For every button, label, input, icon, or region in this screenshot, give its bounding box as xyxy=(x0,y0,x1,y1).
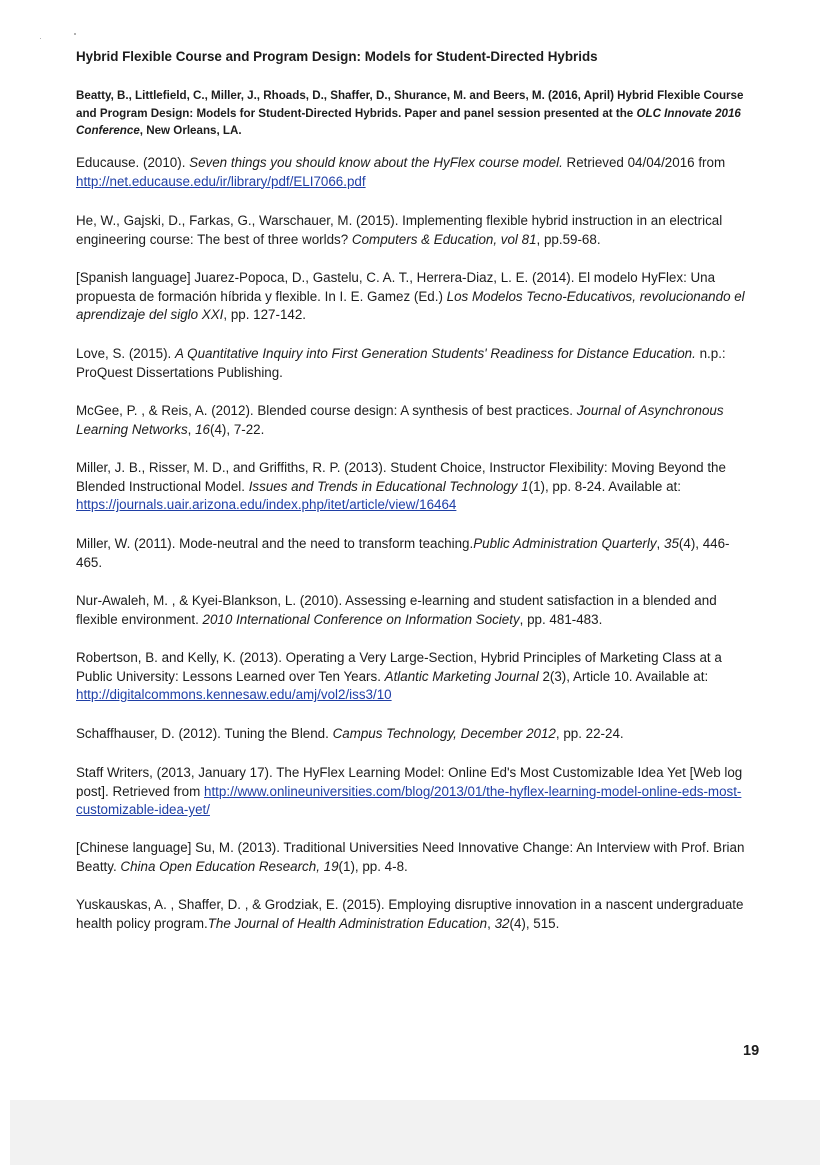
reference-schaffhauser xyxy=(76,725,788,744)
reference-italic: aprendizaje del siglo XXI xyxy=(76,307,224,322)
reference-miller-w xyxy=(76,535,788,572)
reference-text: , pp. 481-483. xyxy=(519,611,603,627)
reference-text: flexible environment. xyxy=(76,611,203,627)
reference-love xyxy=(76,345,788,382)
reference-mcgee xyxy=(76,402,788,439)
reference-juarez xyxy=(76,269,788,325)
reference-text: Robertson, B. and Kelly, K. (2013). Operating a Very Large-Section, Hybrid Principles of Marketing Class at a xyxy=(76,650,722,665)
reference-text: (1), pp. 8-24. Available at: xyxy=(528,478,681,494)
reference-text: health policy program. xyxy=(76,915,208,931)
reference-link[interactable]: http://net.educause.edu/ir/library/pdf/ELI7066.pdf xyxy=(76,173,366,189)
reference-italic: 2010 International Conference on Information Society xyxy=(202,611,520,627)
reference-staff-writers xyxy=(76,764,788,820)
scan-shadow-band xyxy=(10,1100,820,1165)
reference-link[interactable]: customizable-idea-yet/ xyxy=(76,802,210,817)
reference-italic: 1 xyxy=(521,478,529,494)
reference-educause xyxy=(76,154,788,191)
reference-text: Beatty. xyxy=(76,858,121,874)
reference-text: Miller, W. (2011). Mode-neutral and the need to transform teaching. xyxy=(76,536,474,551)
reference-italic: 32 xyxy=(494,915,510,931)
reference-italic: Public Administration Quarterly xyxy=(473,536,657,551)
reference-italic: Journal of Asynchronous xyxy=(576,403,724,418)
reference-italic: OLC Innovate 2016 xyxy=(636,106,741,120)
reference-link[interactable]: http://digitalcommons.kennesaw.edu/amj/vol2/iss3/10 xyxy=(76,687,392,702)
reference-text: He, W., Gajski, D., Farkas, G., Warschauer, M. (2015). Implementing flexible hybrid instruction in an electrical xyxy=(76,213,723,228)
reference-yuskauskas xyxy=(76,896,788,933)
reference-text: Love, S. (2015). xyxy=(76,346,175,361)
reference-text: , New Orleans, LA. xyxy=(139,124,242,137)
reference-text: , pp. 127-142. xyxy=(223,307,307,322)
reference-italic: Learning Networks xyxy=(76,421,188,437)
reference-text: Yuskauskas, A. , Shaffer, D. , & Grodziak, E. (2015). Employing disruptive innovation in a nascent undergraduate xyxy=(76,897,744,912)
reference-text: 465. xyxy=(76,554,103,570)
reference-italic: A Quantitative Inquiry into First Generation Students' Readiness for Distance Education. xyxy=(175,346,696,361)
reference-text: (4), 515. xyxy=(509,915,560,931)
reference-text: Staff Writers, (2013, January 17). The HyFlex Learning Model: Online Ed's Most Customizable Idea Yet [Web log xyxy=(76,765,743,780)
reference-he xyxy=(76,212,788,249)
reference-italic: Campus Technology, December 2012 xyxy=(332,726,556,741)
reference-italic: Atlantic Marketing Journal xyxy=(384,668,539,684)
reference-su xyxy=(76,839,788,876)
reference-text: (4), 7-22. xyxy=(210,421,265,437)
reference-italic: Los Modelos Tecno-Educativos, revolucionando el xyxy=(446,288,745,304)
reference-text: [Spanish language] Juarez-Popoca, D., Gastelu, C. A. T., Herrera-Diaz, L. E. (2014). El modelo HyFlex: Una xyxy=(76,270,716,285)
reference-miller-j xyxy=(76,459,788,515)
reference-text: engineering course: The best of three worlds? xyxy=(76,231,352,247)
reference-text: Educause. (2010). xyxy=(76,155,190,170)
reference-text: (4), 446- xyxy=(678,536,730,551)
reference-text: McGee, P. , & Reis, A. (2012). Blended course design: A synthesis of best practices. xyxy=(76,403,577,418)
reference-italic: Issues and Trends in Educational Technology xyxy=(248,478,518,494)
reference-text: , pp.59-68. xyxy=(536,231,601,247)
reference-italic: Seven things you should know about the HyFlex course model. xyxy=(189,155,563,170)
reference-text: [Chinese language] Su, M. (2013). Traditional Universities Need Innovative Change: An Interview with Prof. Brian xyxy=(76,840,745,855)
reference-text: , xyxy=(487,915,495,931)
reference-text: ProQuest Dissertations Publishing. xyxy=(76,364,283,380)
reference-text: Public University: Lessons Learned over Ten Years. xyxy=(76,668,385,684)
reference-nur-awaleh xyxy=(76,592,788,629)
reference-text: Beatty, B., Littlefield, C., Miller, J., Rhoads, D., Shaffer, D., Shurance, M. and Beers, M. (2016, April) Hybrid Flexible Course xyxy=(76,89,744,102)
reference-text: Schaffhauser, D. (2012). Tuning the Blend. xyxy=(76,726,333,741)
reference-text: 2(3), Article 10. Available at: xyxy=(538,668,709,684)
reference-text: , xyxy=(656,536,664,551)
scan-speck xyxy=(74,33,76,35)
reference-text: Miller, J. B., Risser, M. D., and Griffiths, R. P. (2013). Student Choice, Instructor Flexibility: Moving Beyond the xyxy=(76,460,726,475)
reference-text: Blended Instructional Model. xyxy=(76,478,249,494)
scan-speck xyxy=(40,38,41,39)
reference-italic: Conference xyxy=(76,124,140,137)
reference-text: , xyxy=(187,421,196,437)
reference-link[interactable]: https://journals.uair.arizona.edu/index.php/itet/article/view/16464 xyxy=(76,497,457,512)
reference-text: and Program Design: Models for Student-Directed Hybrids. Paper and panel session presented at the xyxy=(76,106,637,120)
reference-text: post]. Retrieved from xyxy=(76,783,205,799)
reference-beatty xyxy=(76,87,776,140)
reference-italic: Computers & Education, vol 81 xyxy=(351,231,537,247)
reference-text: (1), pp. 4-8. xyxy=(338,858,408,874)
page-number: 19 xyxy=(743,1043,760,1059)
document-title: Hybrid Flexible Course and Program Design: Models for Student-Directed Hybrids xyxy=(76,49,598,64)
reference-italic: The Journal of Health Administration Education xyxy=(207,915,488,931)
reference-robertson xyxy=(76,649,788,705)
reference-italic: 35 xyxy=(664,536,679,551)
reference-italic: China Open Education Research, 19 xyxy=(120,858,339,874)
reference-text: , pp. 22-24. xyxy=(555,726,624,741)
reference-text: n.p.: xyxy=(695,346,726,361)
reference-italic: 16 xyxy=(195,421,211,437)
reference-text: Nur-Awaleh, M. , & Kyei-Blankson, L. (2010). Assessing e-learning and student satisfaction in a blended and xyxy=(76,593,717,608)
reference-text: Retrieved 04/04/2016 from xyxy=(562,155,726,170)
reference-text: propuesta de formación híbrida y flexible. In I. E. Gamez (Ed.) xyxy=(76,288,447,304)
reference-link[interactable]: http://www.onlineuniversities.com/blog/2013/01/the-hyflex-learning-model-online-eds-most- xyxy=(204,783,742,799)
